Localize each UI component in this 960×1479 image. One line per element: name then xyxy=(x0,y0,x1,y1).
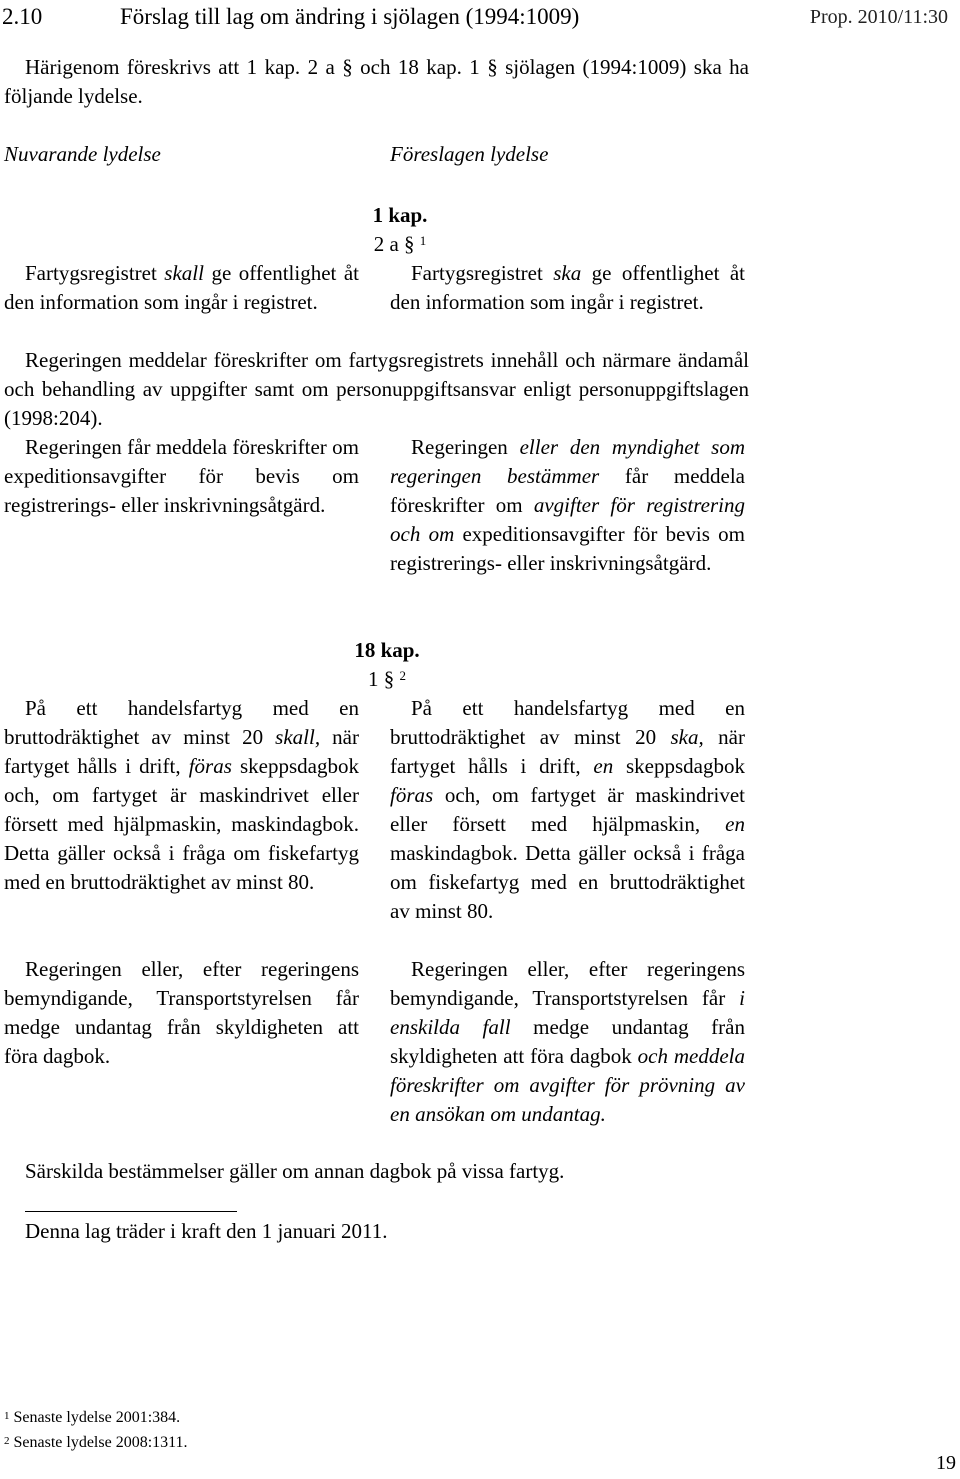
page-number: 19 xyxy=(936,1452,956,1474)
shared-18-1-para: Särskilda bestämmelser gäller om annan dagbok på vissa fartyg. xyxy=(25,1159,565,1183)
current-18-1-para2: Regeringen eller, efter regeringens bemyndigande, Transportstyrelsen får medge undantag från skyldigheten att föra dagbok. xyxy=(4,957,359,1068)
chapter-18-heading: 18 kap. xyxy=(354,638,420,662)
proposed-1-2a-para1: Fartygsregistret ska ge offentlighet åt den information som ingår i registret. xyxy=(390,261,745,314)
proposed-18-1-para1: På ett handelsfartyg med en bruttodräktighet av minst 20 ska, när fartyget hålls i drift, en skeppsdagbok föras och, om fartyget är maskindrivet eller försett med hjälpmaskin, en maskindagbok. Detta gäller också i fråga om fiskefartyg med en bruttodräktighet av minst 80. xyxy=(390,696,745,923)
intro-paragraph: Härigenom föreskrivs att 1 kap. 2 a § och 18 kap. 1 § sjölagen (1994:1009) ska ha följande lydelse. xyxy=(4,55,749,108)
footnote-ref-2: 2 xyxy=(399,668,406,683)
entry-into-force: Denna lag träder i kraft den 1 januari 2011. xyxy=(25,1219,388,1243)
current-18-1-para1: På ett handelsfartyg med en bruttodräktighet av minst 20 skall, när fartyget hålls i drift, föras skeppsdagbok och, om fartyget är maskindrivet eller försett med hjälpmaskin, maskindagbok. Detta gäller också i fråga om fiskefartyg med en bruttodräktighet av minst 80. xyxy=(4,696,359,894)
shared-1-2a-para: Regeringen meddelar föreskrifter om fartygsregistrets innehåll och närmare ändamål och behandling av uppgifter samt om personuppgiftsansvar enligt personuppgiftslagen (1998:204). xyxy=(4,348,749,430)
section-2a-heading: 2 a § $^1$ xyxy=(373,232,427,256)
footnote-1: $^1$ Senaste lydelse 2001:384. xyxy=(4,1409,181,1426)
proposed-18-1-para2: Regeringen eller, efter regeringens bemyndigande, Transportstyrelsen får i enskilda fall medge undantag från skyldigheten att föra dagbok och meddela föreskrifter om avgifter för prövning av en ansökan om undantag. xyxy=(390,957,746,1126)
chapter-1-heading: 1 kap. xyxy=(372,203,428,227)
current-1-2a-para1: Fartygsregistret skall ge offentlighet åt den information som ingår i registret. xyxy=(4,261,359,314)
prop-reference: Prop. 2010/11:30 xyxy=(809,6,948,28)
current-wording-heading: Nuvarande lydelse xyxy=(4,142,161,166)
current-1-2a-para2: Regeringen får meddela föreskrifter om expeditionsavgifter för bevis om registrerings- eller inskrivningsåtgärd. xyxy=(4,435,359,517)
proposed-1-2a-para2: Regeringen eller den myndighet som regeringen bestämmer får meddela föreskrifter om avgifter för registrering och om expeditionsavgifter för bevis om registrerings- eller inskrivningsåtgärd. xyxy=(390,435,746,575)
footnote-ref-1: 1 xyxy=(419,233,427,248)
footnote-2: $^2$ Senaste lydelse 2008:1311. xyxy=(4,1434,188,1451)
proposed-wording-heading: Föreslagen lydelse xyxy=(390,142,549,166)
section-number: 2.10 xyxy=(2,4,43,29)
section-1-heading: 1 § $^2$ xyxy=(368,667,406,691)
section-title: Förslag till lag om ändring i sjölagen (1994:1009) xyxy=(120,4,580,29)
separator-rule xyxy=(25,1211,237,1212)
